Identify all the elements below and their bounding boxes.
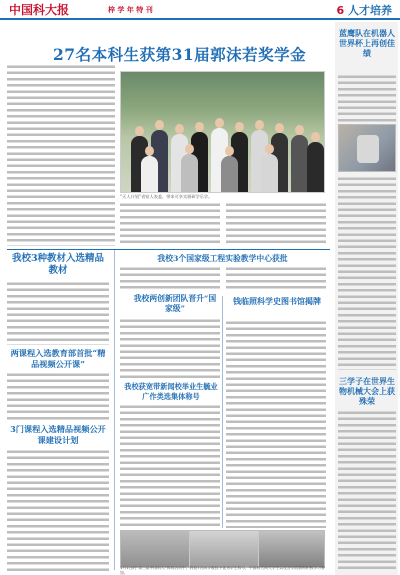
main-article-text-mid <box>120 202 220 246</box>
section-divider <box>7 249 330 250</box>
photo-caption: “天人计划”省钻人表委，带来可享宾颁研学乐学。 <box>120 194 213 199</box>
article-text-video-courses <box>7 449 109 571</box>
bottom-photo-caption: 1月1日的“第三届中国科大”体育活动中，我校7名同学被授予优秀学生称号，中国科大同大学生以及各学院教师积极学习参加。 <box>120 566 325 575</box>
article-title-open-courses: 两课程入选教育部首批“精品视频公开课” <box>10 348 106 369</box>
article-text-open-courses <box>7 372 109 422</box>
sidebar-text-robocup-2 <box>338 176 396 370</box>
newspaper-logo: 中国科大报 <box>9 3 70 17</box>
main-article-text-left <box>7 64 115 246</box>
column-divider-2 <box>222 296 223 528</box>
main-article-text-right <box>226 202 326 246</box>
article-title-video-courses: 3门课程入选精品视频公开课建设计划 <box>10 424 106 445</box>
article-text-lab-centers-2 <box>226 266 326 290</box>
sidebar-text-biomechanics <box>338 410 396 570</box>
logo-subtitle: 梓 学 年 特 刊 <box>108 6 153 14</box>
bottom-photo-2 <box>190 531 258 568</box>
article-text-innovation-teams <box>120 318 220 380</box>
bottom-photo-1 <box>121 531 189 568</box>
robot-figure <box>357 135 379 163</box>
main-headline: 27名本科生获第31届郭沫若奖学金 <box>53 45 307 64</box>
robot-photo <box>338 124 396 172</box>
sidebar-title-biomechanics: 三学子在世界生物机械大会上获殊荣 <box>339 376 395 406</box>
article-title-lab-centers: 我校3个国家级工程实验教学中心获批 <box>157 254 288 263</box>
sidebar-title-robocup: 蓝鹰队在机器人世界杯上再创佳绩 <box>339 28 395 58</box>
article-text-textbooks <box>7 281 109 345</box>
article-title-innovation-teams: 我校两创新团队晋升“国家级” <box>133 294 217 313</box>
page-section-tag <box>337 2 393 18</box>
column-divider <box>114 250 115 570</box>
page-section-title: 人才培养 <box>348 4 392 17</box>
bottom-photo-3 <box>259 531 325 568</box>
page-number: 6 <box>336 4 345 17</box>
article-title-textbooks: 我校3种教材入选精品教材 <box>11 253 105 276</box>
article-text-broadband-award <box>120 404 220 528</box>
article-title-library: 钱临照科学史图书馆揭牌 <box>233 296 321 306</box>
article-title-broadband-award: 我校获宽带新闻校举业生毓业广作类选集体称号 <box>124 382 218 401</box>
sidebar-text-robocup-1 <box>338 74 396 122</box>
bottom-photo-strip <box>120 530 325 568</box>
article-text-library <box>226 320 326 528</box>
page-header <box>0 0 400 20</box>
article-text-lab-centers-1 <box>120 266 220 290</box>
student-group-photo <box>120 71 325 193</box>
